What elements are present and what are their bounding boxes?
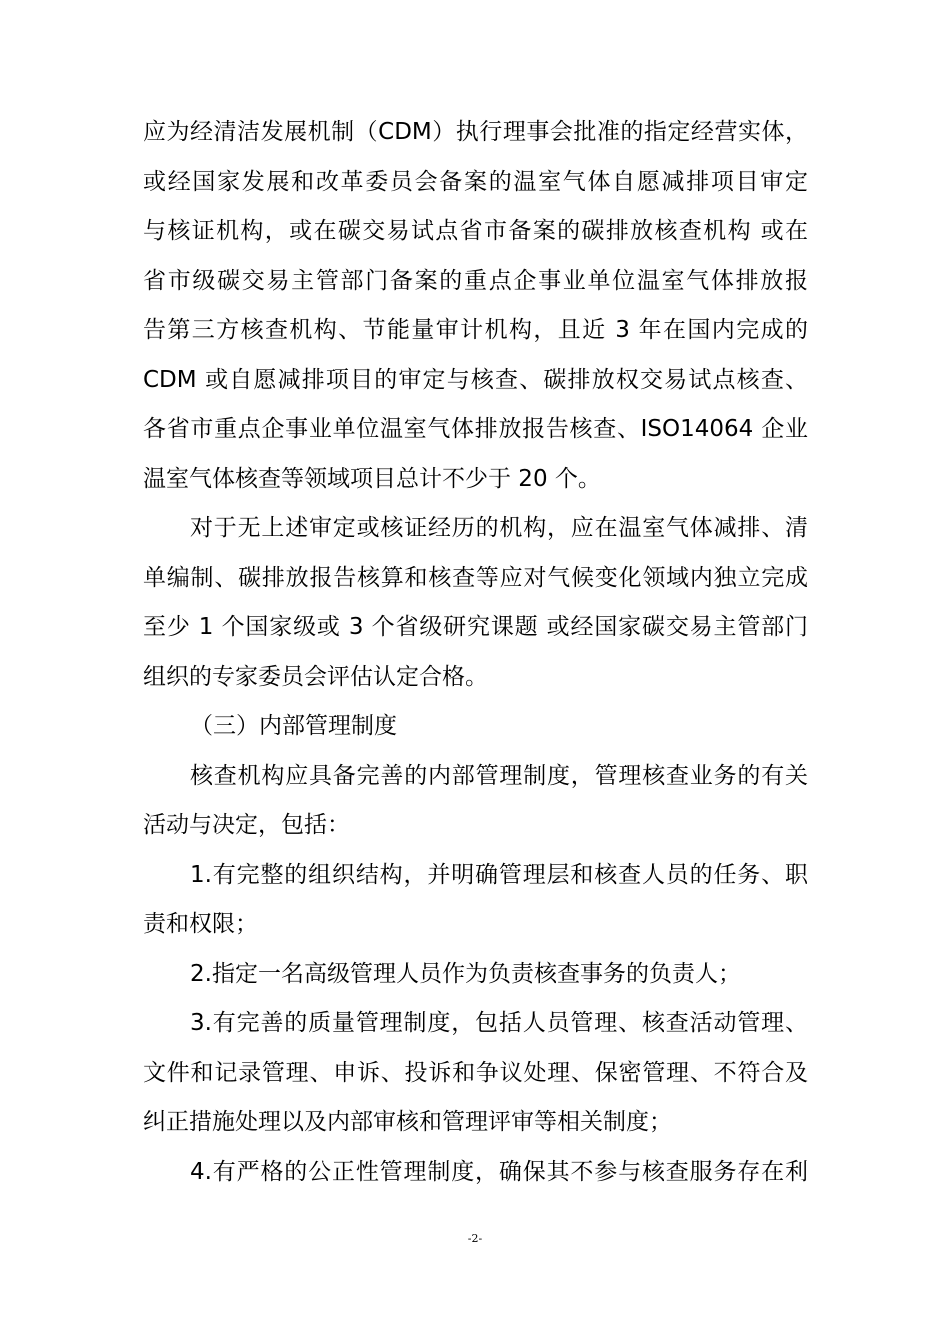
text-line-22: 4.有严格的公正性管理制度，确保其不参与核查服务存在利: [190, 1158, 808, 1185]
text-line-5: 告第三方核查机构、节能量审计机构，且近 3 年在国内完成的: [143, 317, 808, 343]
text-line-2: 或经国家发展和改革委员会备案的温室气体自愿减排项目审定: [143, 168, 808, 195]
text-line-11: 至少 1 个国家级或 3 个省级研究课题 或经国家碳交易主管部门: [143, 614, 808, 640]
section-heading: （三）内部管理制度: [190, 713, 397, 739]
text-line-1: 应为经清洁发展机制（CDM）执行理事会批准的指定经营实体，: [143, 119, 808, 145]
text-line-10: 单编制、碳排放报告核算和核查等应对气候变化领域内独立完成: [143, 564, 808, 591]
text-line-7: 各省市重点企事业单位温室气体排放报告核查、ISO14064 企业: [143, 416, 808, 442]
text-line-15: 活动与决定，包括：: [143, 812, 350, 838]
text-line-12: 组织的专家委员会评估认定合格。: [143, 663, 488, 690]
text-line-20: 文件和记录管理、申诉、投诉和争议处理、保密管理、不符合及: [143, 1059, 808, 1086]
text-line-9: 对于无上述审定或核证经历的机构，应在温室气体减排、清: [190, 515, 808, 541]
document-body: [143, 108, 808, 1197]
text-line-4: 省市级碳交易主管部门备案的重点企事业单位温室气体排放报: [143, 267, 808, 294]
page-number: -2-: [467, 1232, 483, 1245]
text-line-8: 温室气体核查等领域项目总计不少于 20 个。: [143, 465, 601, 492]
text-line-17: 责和权限；: [143, 911, 258, 937]
text-line-3: 与核证机构，或在碳交易试点省市备案的碳排放核查机构 或在: [143, 218, 808, 244]
text-line-19: 3.有完善的质量管理制度，包括人员管理、核查活动管理、: [190, 1010, 808, 1036]
text-line-18: 2.指定一名高级管理人员作为负责核查事务的负责人；: [190, 960, 741, 987]
text-line-16: 1.有完整的组织结构，并明确管理层和核查人员的任务、职: [190, 861, 808, 888]
text-line-21: 纠正措施处理以及内部审核和管理评审等相关制度；: [143, 1109, 672, 1135]
text-line-6: CDM 或自愿减排项目的审定与核查、碳排放权交易试点核查、: [143, 366, 808, 393]
text-line-14: 核查机构应具备完善的内部管理制度，管理核查业务的有关: [190, 762, 808, 789]
